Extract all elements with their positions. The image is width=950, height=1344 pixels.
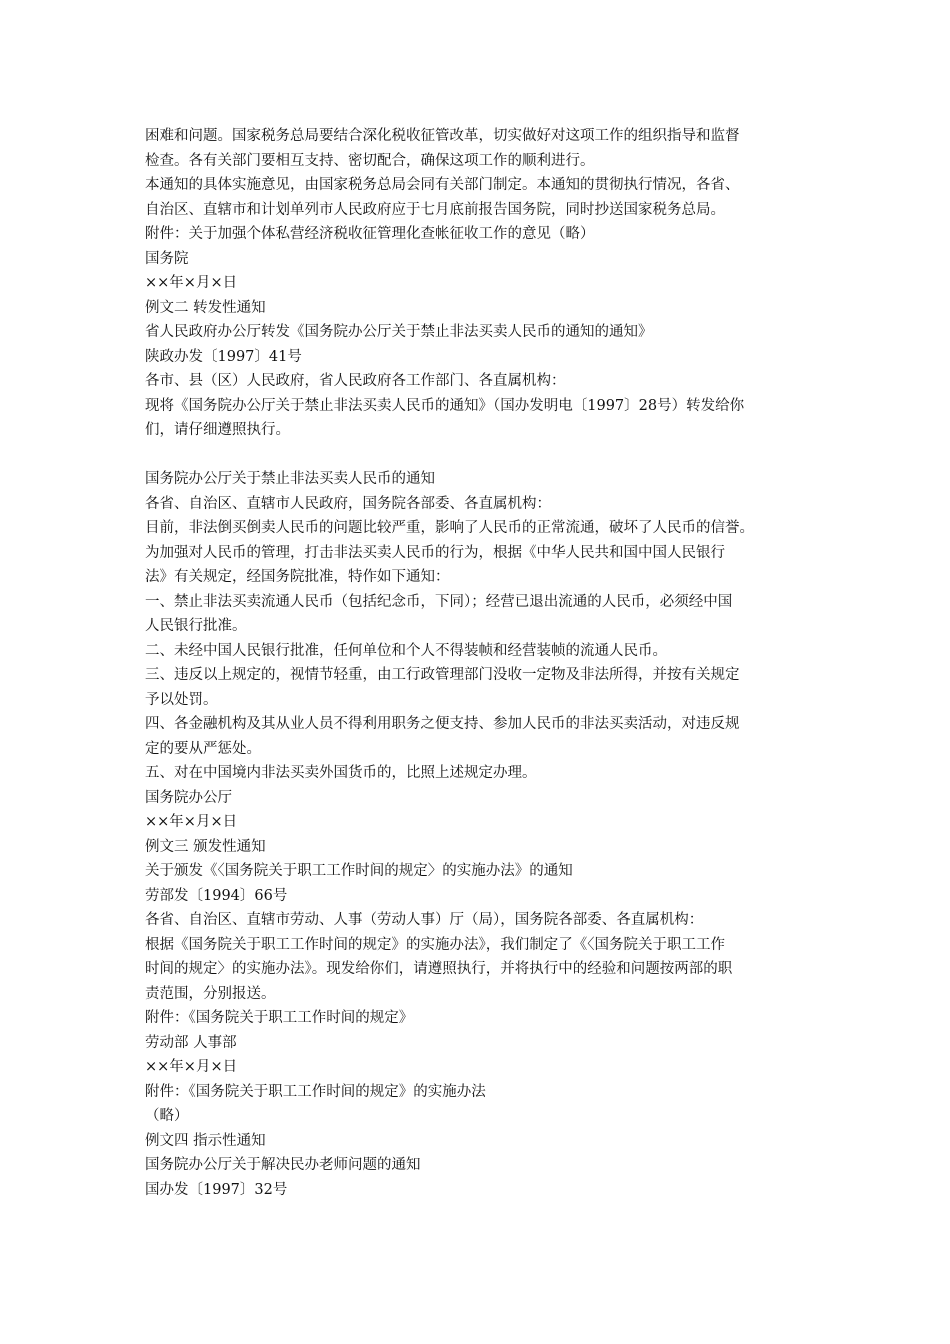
text-line: 附件：《国务院关于职工工作时间的规定》	[145, 1010, 414, 1026]
text-line: 时间的规定〉的实施办法》。现发给你们，请遵照执行，并将执行中的经验和问题按两部的职	[145, 961, 733, 977]
text-line: 为加强对人民币的管理，打击非法买卖人民币的行为，根据《中华人民共和国中国人民银行	[145, 544, 725, 561]
text-line: 例文三 颁发性通知	[145, 838, 266, 855]
text-line: 二、未经中国人民银行批准，任何单位和个人不得装帧和经营装帧的流通人民币。	[145, 642, 667, 659]
text-line: 困难和问题。国家税务总局要结合深化税收征管改革，切实做好对这项工作的组织指导和监督	[145, 128, 740, 144]
text-line: 本通知的具体实施意见，由国家税务总局会同有关部门制定。本通知的贯彻执行情况，各省、	[145, 177, 740, 193]
text-line: 陕政办发〔1997〕41号	[145, 348, 302, 365]
text-line: ××年×月×日	[145, 1059, 238, 1075]
text-line: 定的要从严惩处。	[145, 740, 261, 757]
text-line: 人民银行批准。	[145, 618, 247, 634]
text-line: 附件：《国务院关于职工工作时间的规定》的实施办法	[145, 1083, 486, 1100]
text-line: 法》有关规定，经国务院批准，特作如下通知：	[145, 569, 450, 585]
text-line: 例文四 指示性通知	[145, 1132, 266, 1149]
text-line: 国务院办公厅关于禁止非法买卖人民币的通知	[145, 471, 435, 487]
text-line: 自治区、直辖市和计划单列市人民政府应于七月底前报告国务院，同时抄送国家税务总局。	[145, 201, 725, 218]
text-line: 五、对在中国境内非法买卖外国货币的，比照上述规定办理。	[145, 765, 537, 781]
text-line: （略）	[145, 1108, 189, 1124]
text-line: 各省、自治区、直辖市劳动、人事（劳动人事）厅（局），国务院各部委、各直属机构：	[145, 912, 704, 928]
text-line: 现将《国务院办公厅关于禁止非法买卖人民币的通知》（国办发明电〔1997〕28号）转发给你	[145, 397, 745, 414]
text-line: 关于颁发《〈国务院关于职工工作时间的规定〉的实施办法》的通知	[145, 863, 573, 879]
text-line: 根据《国务院关于职工工作时间的规定》的实施办法》，我们制定了《〈国务院关于职工工作	[145, 936, 725, 953]
text-line: 各省、自治区、直辖市人民政府，国务院各部委、各直属机构：	[145, 495, 551, 512]
text-line: ××年×月×日	[145, 275, 238, 291]
text-line: 国务院	[145, 250, 189, 267]
text-line: 检查。各有关部门要相互支持、密切配合，确保这项工作的顺利进行。	[145, 152, 595, 169]
text-line: ××年×月×日	[145, 814, 238, 830]
text-line: 例文二 转发性通知	[145, 299, 266, 316]
blank-line	[145, 443, 825, 468]
text-line: 们，请仔细遵照执行。	[145, 422, 290, 438]
text-line: 三、违反以上规定的，视情节轻重，由工行政管理部门没收一定物及非法所得，并按有关规定	[145, 667, 740, 683]
text-line: 各市、县（区）人民政府，省人民政府各工作部门、各直属机构：	[145, 373, 566, 389]
text-line: 国务院办公厅关于解决民办老师问题的通知	[145, 1157, 421, 1173]
text-line: 国办发〔1997〕32号	[145, 1181, 288, 1198]
text-line: 目前，非法倒买倒卖人民币的问题比较严重，影响了人民币的正常流通，破坏了人民币的信誉。	[145, 520, 754, 536]
text-line: 劳动部 人事部	[145, 1034, 237, 1051]
text-line: 四、各金融机构及其从业人员不得利用职务之便支持、参加人民币的非法买卖活动，对违反规	[145, 716, 740, 732]
text-line: 省人民政府办公厅转发《国务院办公厅关于禁止非法买卖人民币的通知的通知》	[145, 324, 653, 340]
document-text	[145, 124, 825, 1202]
text-line: 附件：关于加强个体私营经济税收征管理化查帐征收工作的意见（略）	[145, 226, 595, 242]
text-line: 予以处罚。	[145, 691, 218, 708]
text-line: 一、禁止非法买卖流通人民币（包括纪念币，下同）；经营已退出流通的人民币，必须经中国	[145, 593, 733, 610]
text-line: 劳部发〔1994〕66号	[145, 887, 288, 904]
text-line: 国务院办公厅	[145, 789, 232, 806]
text-line: 责范围，分别报送。	[145, 985, 276, 1002]
